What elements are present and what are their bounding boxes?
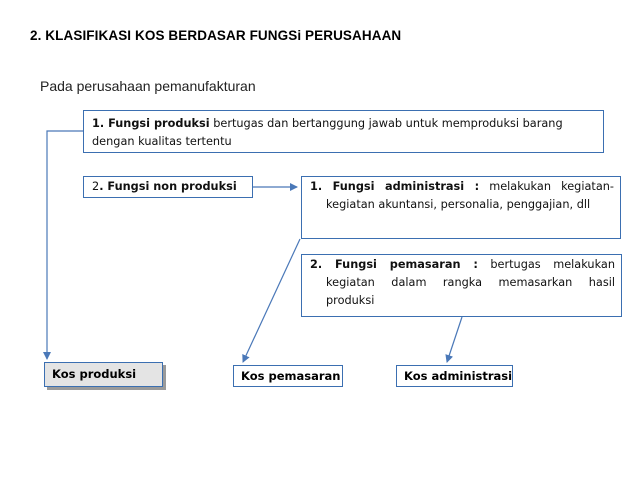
kos-produksi-box: Kos produksi (44, 362, 163, 387)
fungsi-pemasaran-heading: 2. Fungsi pemasaran : (310, 258, 478, 271)
fungsi-non-produksi-heading: . Fungsi non produksi (99, 180, 237, 193)
subtitle: Pada perusahaan pemanufakturan (40, 78, 256, 94)
fungsi-produksi-text: bertugas dan bertanggung jawab untuk memproduksi barang dengan kualitas tertentu (92, 117, 563, 148)
fungsi-non-produksi-number: 2 (92, 180, 100, 193)
fungsi-produksi-heading: 1. Fungsi produksi (92, 117, 210, 130)
kos-administrasi-box: Kos administrasi (396, 365, 513, 387)
fungsi-administrasi-text: melakukan kegiatan-kegiatan akuntansi, personalia, penggajian, dll (326, 180, 614, 211)
kos-pemasaran-box: Kos pemasaran (233, 365, 343, 387)
arrow-to-kos-administrasi (447, 317, 462, 362)
fungsi-administrasi-heading: 1. Fungsi administrasi : (310, 180, 480, 193)
fungsi-pemasaran-text: bertugas melakukan kegiatan dalam rangka memasarkan hasil produksi (326, 258, 615, 307)
page-title: 2. KLASIFIKASI KOS BERDASAR FUNGSi PERUSAHAAN (30, 28, 402, 43)
arrow-produksi-to-kos-produksi (47, 131, 83, 359)
arrow-to-kos-pemasaran (243, 239, 300, 362)
